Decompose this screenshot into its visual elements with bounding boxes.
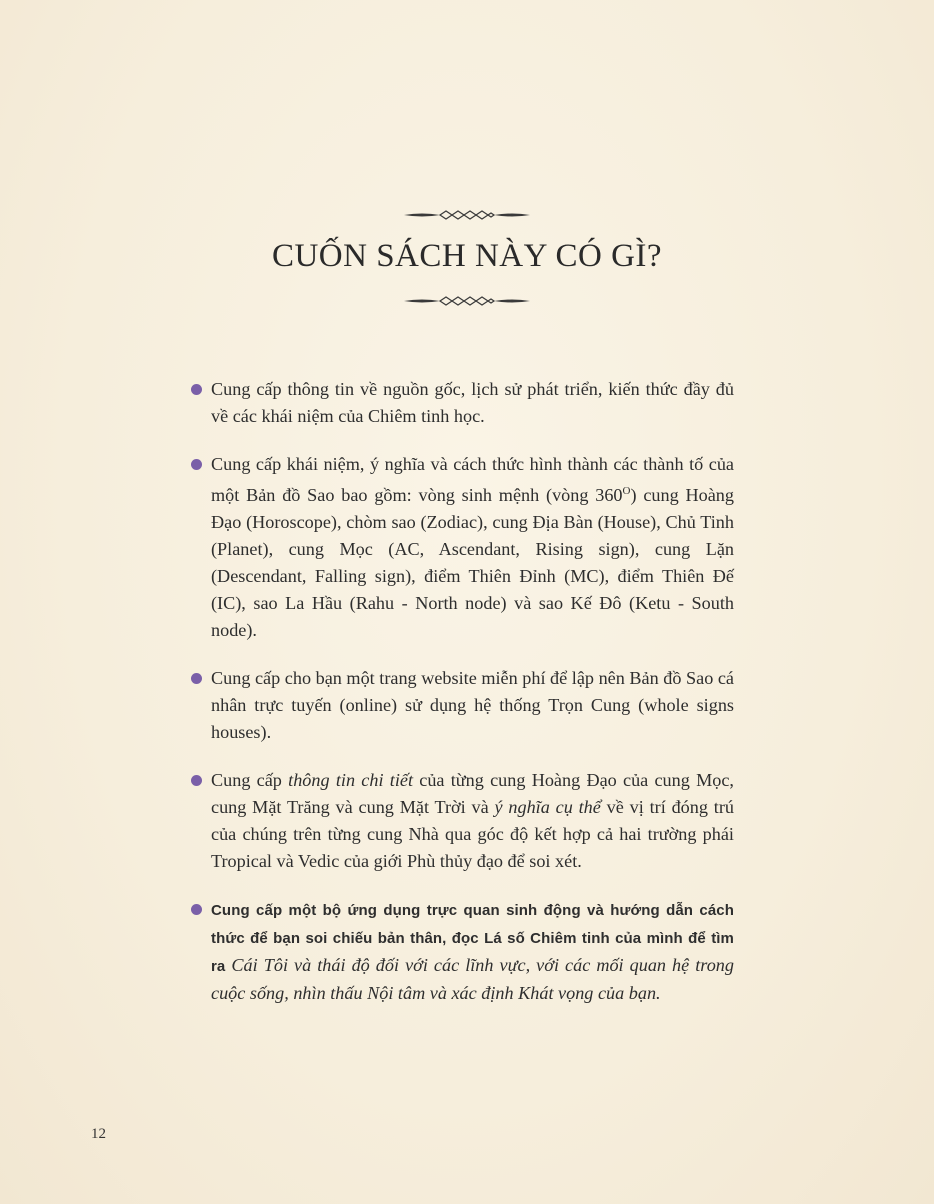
bullet-text-italic-details: thông tin chi tiết bbox=[288, 770, 413, 791]
bullet-text-part1: Cung cấp bbox=[211, 770, 289, 791]
bullet-text: Cung cấp cho bạn một trang website miễn phí để lập nên Bản đồ Sao cá nhân trực tuyến (online) sử dụng hệ thống Trọn Cung (whole signs houses). bbox=[211, 668, 734, 743]
bullet-list bbox=[190, 376, 734, 1028]
bullet-item-website bbox=[190, 665, 734, 746]
bullet-item-details bbox=[190, 767, 734, 875]
bullet-text-italic-meaning: ý nghĩa cụ thể bbox=[494, 797, 601, 818]
degree-superscript: O bbox=[622, 485, 631, 497]
title-ornament-top bbox=[0, 208, 934, 222]
bullet-text-bold-lead: Cung cấp một bộ ứng dụng trực quan sinh động và hướng dẫn cách thức để bạn soi chiếu bản thân, đọc Lá số Chiêm tinh của mình để tìm ra bbox=[211, 902, 734, 976]
bullet-dot-icon bbox=[191, 459, 202, 470]
title-ornament-bottom bbox=[0, 294, 934, 308]
bullet-dot-icon bbox=[191, 384, 202, 395]
bullet-item-applications bbox=[190, 896, 734, 1007]
bullet-text-continued: ) cung Hoàng Đạo (Horoscope), chòm sao (Zodiac), cung Địa Bàn (House), Chủ Tinh (Planet), cung Mọc (AC, Ascendant, Rising sign), cung Lặn (Descendant, Falling sign), điểm Thiên Đỉnh (MC), điểm Thiên Đế (IC), sao La Hầu (Rahu - North node) và sao Kế Đô (Ketu - South node). bbox=[211, 485, 734, 641]
bullet-dot-icon bbox=[191, 775, 202, 786]
bullet-text: Cung cấp khái niệm, ý nghĩa và cách thức hình thành các thành tố của một Bản đồ Sao bao gồm: vòng sinh mệnh (vòng 360 bbox=[211, 454, 734, 506]
bullet-item-origin bbox=[190, 376, 734, 430]
bullet-dot-icon bbox=[191, 904, 202, 915]
bullet-dot-icon bbox=[191, 673, 202, 684]
page-number: 12 bbox=[91, 1126, 106, 1142]
bullet-text: Cung cấp thông tin về nguồn gốc, lịch sử phát triển, kiến thức đầy đủ về các khái niệm của Chiêm tinh học. bbox=[211, 379, 734, 426]
bullet-text-italic-tail: Cái Tôi và thái độ đối với các lĩnh vực, với các mối quan hệ trong cuộc sống, nhìn thấu Nội tâm và xác định Khát vọng của bạn. bbox=[211, 955, 734, 1004]
flourish-divider-icon bbox=[402, 294, 532, 308]
bullet-text-part2: của từng cung Hoàng Đạo của cung Mọc, cung Mặt Trăng và cung Mặt Trời và bbox=[211, 770, 734, 818]
bullet-item-concepts bbox=[190, 451, 734, 644]
page-title: CUỐN SÁCH NÀY CÓ GÌ? bbox=[271, 238, 663, 274]
flourish-divider-icon bbox=[402, 208, 532, 222]
bullet-text-part3: về vị trí đóng trú của chúng trên từng cung Nhà qua góc độ kết hợp cả hai trường phái Tropical và Vedic của giới Phù thủy đạo để soi xét. bbox=[211, 797, 734, 872]
